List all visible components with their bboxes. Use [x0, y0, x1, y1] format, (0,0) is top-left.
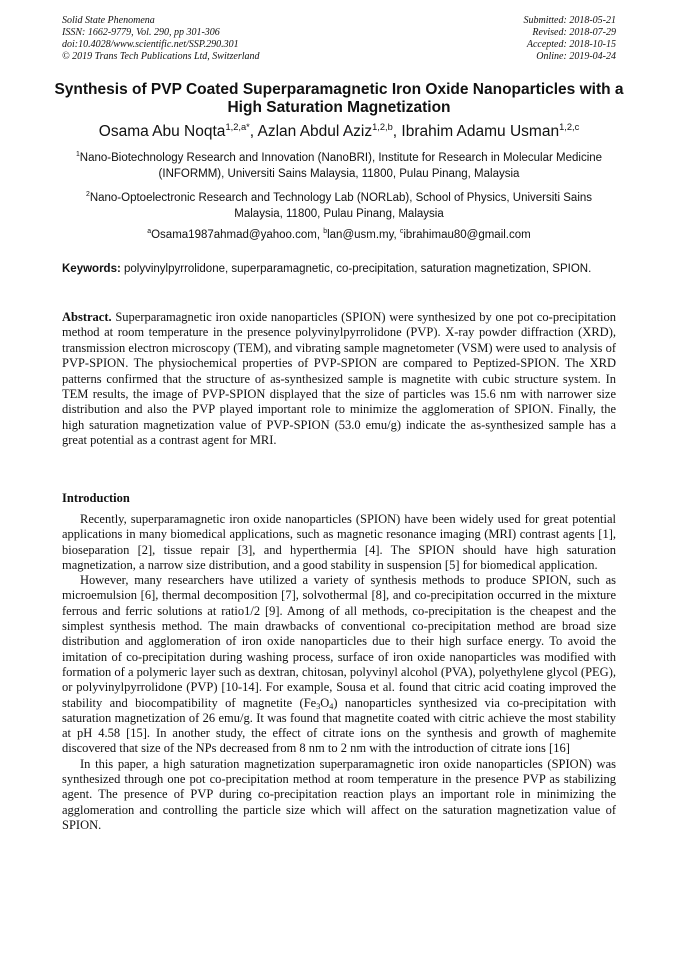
author-separator: , — [249, 123, 258, 140]
intro-paragraph-2 — [62, 573, 616, 757]
issn-line: ISSN: 1662-9779, Vol. 290, pp 301-306 — [62, 27, 220, 38]
email-separator: , — [316, 229, 324, 241]
affiliation-marker: 2 — [85, 191, 90, 199]
author-name: Ibrahim Adamu Usman — [401, 123, 560, 140]
abstract-section — [62, 310, 616, 449]
paper-title: Synthesis of PVP Coated Superparamagnetic Iron Oxide Nanoparticles with a High Saturation Magnetization — [54, 81, 624, 116]
affiliation-text: Nano-Optoelectronic Research and Technology Lab (NORLab), School of Physics, Universiti Sains Malaysia, 11800, Pulau Pinang, Malaysia — [89, 192, 593, 220]
affiliation-marker: 1 — [75, 151, 80, 159]
affiliation-text: Nano-Biotechnology Research and Innovation (NanoBRI), Institute for Research in Molecular Medicine (INFORMM), Universiti Sains Malaysia, 11800, Pulau Pinang, Malaysia — [79, 152, 603, 180]
introduction-heading: Introduction — [62, 491, 130, 505]
abstract-label: Abstract. — [62, 310, 112, 324]
affiliation-1 — [62, 150, 616, 182]
keywords-label: Keywords: — [62, 263, 121, 275]
author-affiliation-marker: 1,2,a* — [225, 121, 250, 132]
magnetite-formula — [304, 696, 334, 710]
author-list — [40, 122, 638, 142]
abstract-text: Superparamagnetic iron oxide nanoparticles (SPION) were synthesized by one pot co-precipitation method at room temperature in the presence polyvinylpyrrolidone (PVP). X-ray powder diffraction (XRD), transmission electron microscopy (TEM), and vibrating sample magnetometer (VSM) were used to analysis of PVP-SPION. The physiochemical properties of PVP-SPION are compared to Peptized-SPION. The XRD patterns confirmed that the structure of as-synthesized sample is magnetite with cubic structure system. In TEM results, the image of PVP-SPION displayed that the size of particles was 15.6 nm with narrower size distribution and also the PVP played important role to minimize the agglomeration of SPION. Finally, the high saturation magnetization value of PVP-SPION (53.0 emu/g) indicate the as-synthesized sample has a great potential as a contrast agent for MRI. — [62, 310, 617, 448]
email-address[interactable]: Osama1987ahmad@yahoo.com — [151, 229, 317, 241]
author-name: Azlan Abdul Aziz — [257, 123, 373, 140]
author-separator: , — [392, 123, 402, 140]
accepted-date: Accepted: 2018-10-15 — [526, 39, 616, 50]
author-emails — [62, 227, 616, 243]
introduction-body — [62, 512, 616, 833]
journal-info — [62, 15, 260, 63]
affiliation-2 — [62, 190, 616, 222]
paragraph-text: ) nanoparticles synthesized via co-precipitation with saturation magnetization of 26 emu/g. It was found that magnetite coated with citric achieve the most stability at pH 4.58 [15]. In another study, the effect of citrate ions on the synthesis and growth of maghemite discovered that size of the NPs decreased from 8 nm to 2 nm with the introduction of citrate ions [16] — [62, 695, 616, 756]
intro-paragraph-3: In this paper, a high saturation magnetization superparamagnetic iron oxide nanoparticles (SPION) was synthesized through one pot co-precipitation method at room temperature in the presence PVP as stabilizing agent. The presence of PVP during co-precipitation reaction plays an important role in minimizing the agglomeration and controlling the particle size which will affect on the saturation magnetization value of SPION. — [62, 756, 616, 832]
email-marker: c — [399, 228, 404, 236]
copyright-line: © 2019 Trans Tech Publications Ltd, Switzerland — [62, 51, 260, 62]
formula-element: O — [320, 695, 330, 710]
revised-date: Revised: 2018-07-29 — [532, 27, 616, 38]
author-name: Osama Abu Noqta — [98, 123, 226, 140]
formula-element: Fe — [303, 695, 317, 710]
keywords-section — [62, 262, 616, 277]
submitted-date: Submitted: 2018-05-21 — [523, 15, 616, 26]
doi-line: doi:10.4028/www.scientific.net/SSP.290.301 — [62, 39, 239, 50]
author-affiliation-marker: 1,2,b — [372, 121, 393, 132]
email-separator: , — [393, 229, 400, 241]
email-marker: a — [147, 228, 152, 236]
paragraph-text: However, many researchers have utilized a variety of synthesis methods to produce SPION, such as microemulsion [6], thermal decomposition [7], solvothermal [8], and co-precipitation occurred in the mixture ferrous and ferric solutions at ratio1/2 [9]. Among of all methods, co-precipitation is the cheapest and the simplest synthesis method. The main drawbacks of conventional co-precipitation method are broad size distribution and agglomeration of iron oxide nanoparticles due to their high surface energy. To avoid the imitation of co-precipitation during washing process, surface of iron oxide nanoparticles was modified with formation of a polymeric layer such as dextran, chitosan, polyvinyl alcohol (PVA), polyethylene glycol (PEG), or polyvinylpyrrolidone (PVP) [10-14]. For example, Sousa et al. found that citric acid coating improved the stability and biocompatibility of magnetite ( — [62, 573, 616, 710]
journal-name: Solid State Phenomena — [62, 15, 155, 26]
email-address[interactable]: ibrahimau80@gmail.com — [403, 229, 531, 241]
email-marker: b — [323, 228, 328, 236]
publication-dates — [524, 15, 617, 63]
formula-subscript: 4 — [329, 701, 334, 711]
intro-paragraph-1: Recently, superparamagnetic iron oxide nanoparticles (SPION) have been widely used for great potential applications in many biomedical applications, such as magnetic resonance imaging (MRI) contrast agents [1], bioseparation [2], tissue repair [3], and hyperthermia [4]. The SPION should have high saturation magnetization, a narrow size distribution, and a good stability in suspension [5] for biomedical application. — [62, 512, 616, 572]
email-address[interactable]: lan@usm.my — [327, 229, 394, 241]
author-affiliation-marker: 1,2,c — [559, 121, 580, 132]
keywords-text: polyvinylpyrrolidone, superparamagnetic, co-precipitation, saturation magnetization, SPION. — [124, 263, 592, 275]
formula-subscript: 3 — [316, 701, 321, 711]
online-date: Online: 2019-04-24 — [536, 51, 616, 62]
